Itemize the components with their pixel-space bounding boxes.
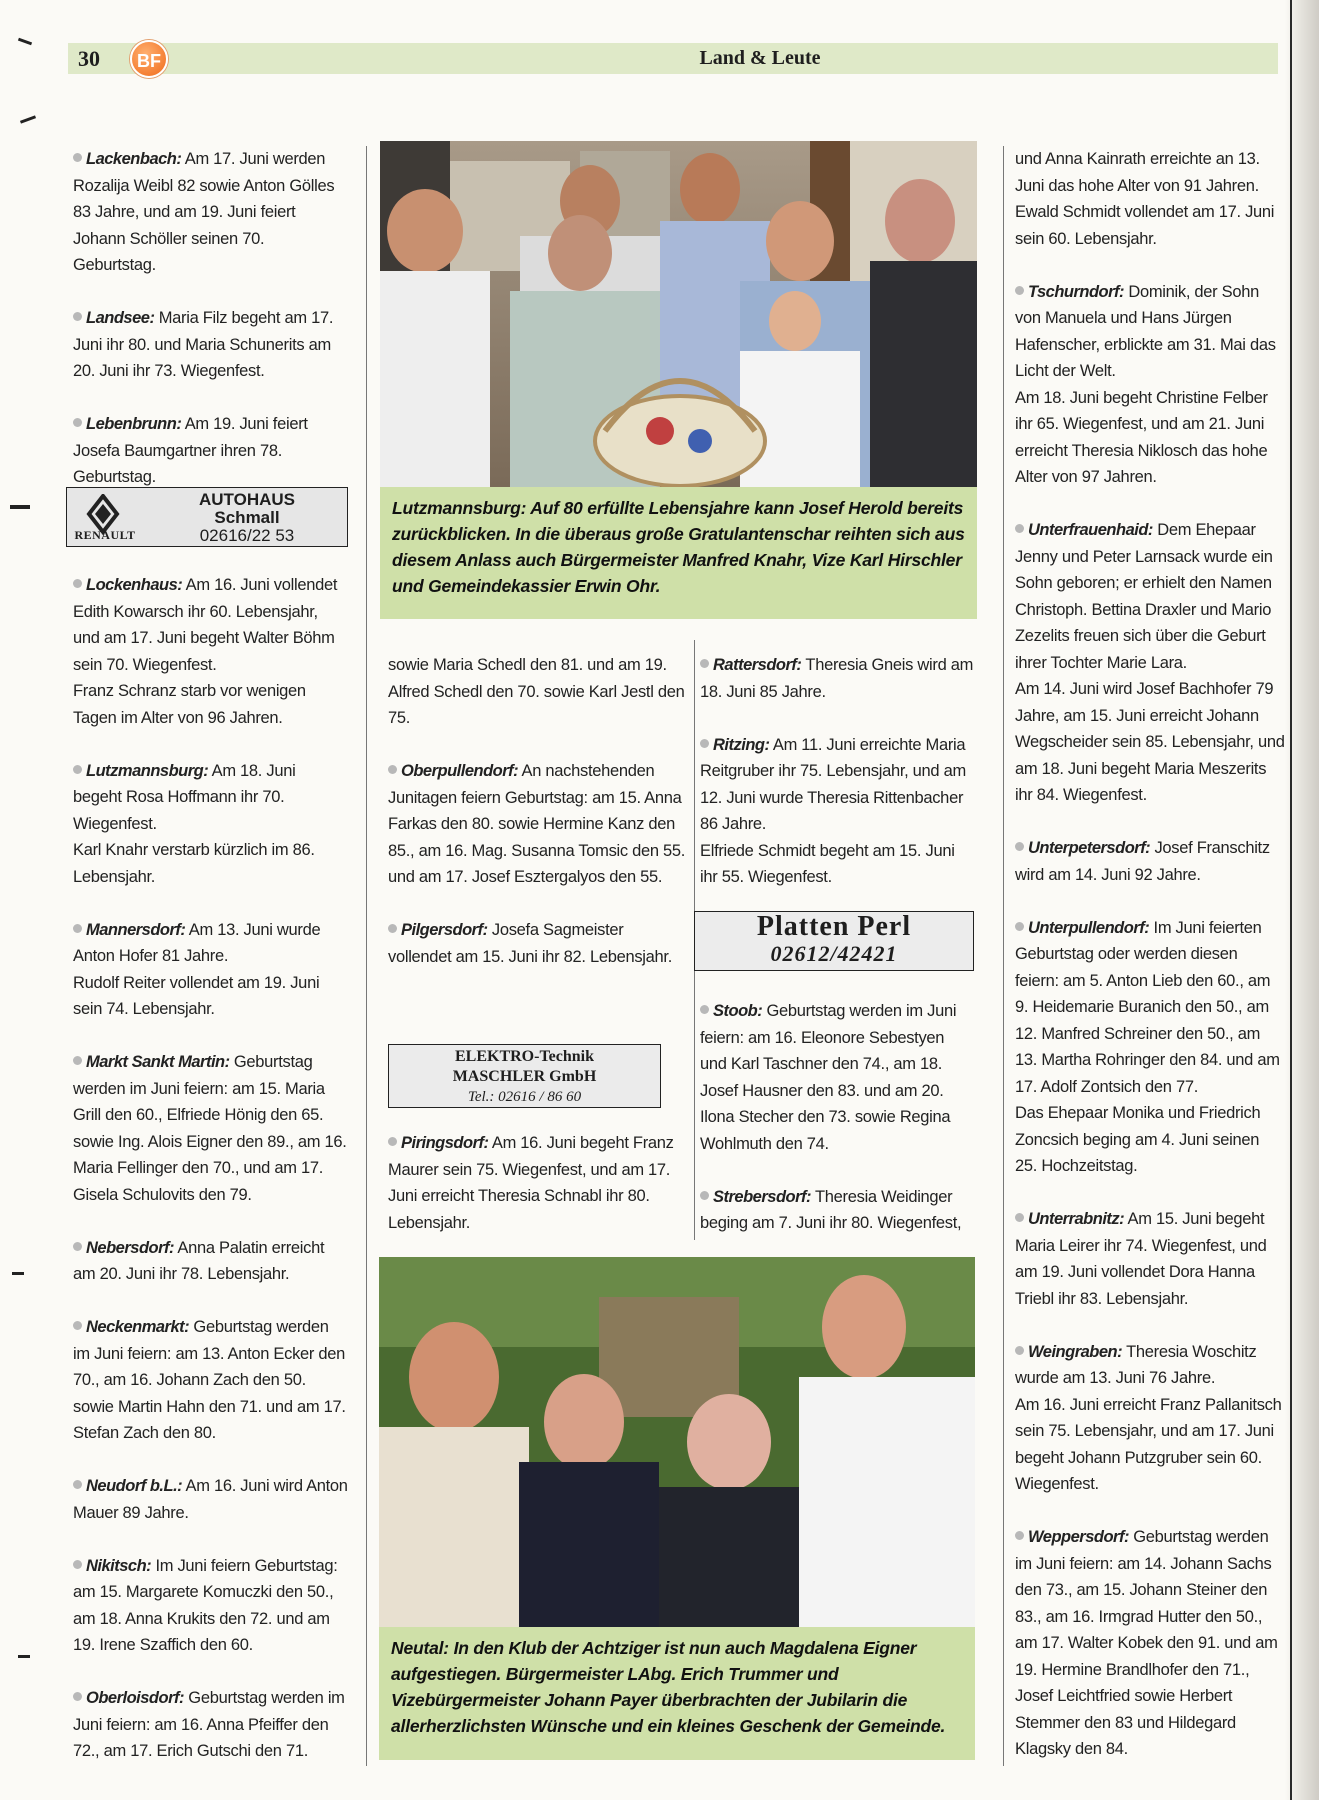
- ad-elektro-maschler: [388, 1044, 661, 1108]
- entry-extra-text: Das Ehepaar Monika und Friedrich Zoncsich beging am 4. Juni seinen 25. Hochzeitstag.: [1015, 1104, 1261, 1175]
- bullet-icon: [388, 1137, 397, 1146]
- caption-lutzmannsburg: Lutzmannsburg: Auf 80 erfüllte Lebensjahre kann Josef Herold bereits zurückblicken. In die überaus große Gratulantenschar reihten sich aus diesem Anlass auch Bürgermeister Manfred Knahr, Vize Karl Hirschler und Gemeindekassier Erwin Ohr.: [380, 487, 977, 619]
- bullet-icon: [73, 418, 82, 427]
- entry-place-name: Nikitsch:: [86, 1556, 152, 1575]
- news-entry: [700, 1184, 975, 1237]
- entry-text: Dominik, der Sohn von Manuela und Hans Jürgen Hafenscher, erblickte am 31. Mai das Licht der Welt.: [1015, 282, 1276, 380]
- entry-text: Josef Franschitz wird am 14. Juni 92 Jahre.: [1015, 839, 1270, 884]
- entry-text: Theresia Woschitz wurde am 13. Juni 76 Jahre.: [1015, 1342, 1257, 1387]
- entry-text: Am 16. Juni wird Anton Mauer 89 Jahre.: [73, 1477, 348, 1522]
- news-entry: [700, 998, 975, 1157]
- bullet-icon: [73, 1056, 82, 1065]
- column-3-top: [700, 652, 975, 917]
- bullet-icon: [388, 924, 397, 933]
- entry-extra-text: Ewald Schmidt vollendet am 17. Juni sein 60. Lebensjahr.: [1015, 203, 1275, 248]
- ad-line-1: ELEKTRO-Technik: [454, 1048, 594, 1065]
- ad-line-2: MASCHLER GmbH: [452, 1068, 597, 1085]
- bullet-icon: [73, 1480, 82, 1489]
- entry-text: Am 18. Juni begeht Rosa Hoffmann ihr 70. Wiegenfest.: [73, 761, 296, 833]
- bullet-icon: [700, 1005, 709, 1014]
- news-entry: [73, 758, 348, 891]
- ad-phone: 02612/42421: [770, 941, 898, 966]
- entry-place-name: Mannersdorf:: [86, 920, 186, 939]
- bullet-icon: [1015, 1531, 1024, 1540]
- entry-text: Geburtstag werden im Juni feiern: am 13. Anton Ecker den 70., am 16. Johann Zach den 50. sowie Martin Hahn den 71. und am 17. Stefan Zach den 80.: [73, 1318, 346, 1442]
- entry-paragraph: [1015, 835, 1285, 888]
- entry-paragraph: [73, 411, 348, 491]
- entry-place-name: Oberpullendorf:: [401, 762, 519, 780]
- news-entry: [73, 1235, 348, 1288]
- entry-text: Geburtstag werden im Juni feiern: am 15. Maria Grill den 60., Elfriede Hönig den 65. sowie Ing. Alois Eigner den 89., am 16. Maria Fellinger den 70., und am 17. Gisela Schulovits den 79.: [73, 1053, 347, 1204]
- ad-line-1: Platten Perl: [756, 911, 912, 942]
- entry-text: und Anna Kainrath erreichte an 13. Juni das hohe Alter von 91 Jahren.: [1015, 150, 1260, 195]
- bullet-icon: [1015, 524, 1024, 533]
- entry-text: Am 17. Juni werden Rozalija Weibl 82 sowie Anton Gölles 83 Jahre, und am 19. Juni feiert Johann Schöller seinen 70. Geburtstag.: [73, 150, 335, 274]
- photo-neutal: [379, 1257, 975, 1627]
- column-rule: [366, 146, 367, 1766]
- news-entry: [1015, 1339, 1285, 1498]
- entry-place-name: Weingraben:: [1028, 1342, 1123, 1361]
- entry-extra-text: Karl Knahr verstarb kürzlich im 86. Lebensjahr.: [73, 841, 315, 886]
- entry-place-name: Lebenbrunn:: [86, 415, 182, 433]
- news-entry: [1015, 146, 1285, 252]
- entry-paragraph: [700, 732, 975, 838]
- bullet-icon: [1015, 1213, 1024, 1222]
- bullet-icon: [73, 765, 82, 774]
- news-entry: [1015, 915, 1285, 1180]
- entry-paragraph: [73, 1049, 348, 1208]
- entry-paragraph: [700, 652, 975, 705]
- entry-text: Dem Ehepaar Jenny und Peter Larnsack wurde ein Sohn geboren; er erhielt den Namen Christoph. Bettina Draxler und Mario Zezelits freuen sich über die Geburt ihrer Tochter Marie Lara.: [1015, 521, 1273, 672]
- bullet-icon: [73, 1242, 82, 1251]
- news-entry: [73, 146, 348, 279]
- margin-mark: [18, 38, 32, 46]
- news-entry: [700, 652, 975, 705]
- bullet-icon: [73, 924, 82, 933]
- bullet-icon: [73, 1321, 82, 1330]
- entry-paragraph: [1015, 146, 1285, 199]
- entry-place-name: Tschurndorf:: [1028, 282, 1125, 301]
- entry-text: Am 13. Juni wurde Anton Hofer 81 Jahre.: [73, 920, 321, 965]
- ad-phone: 02616/22 53: [199, 526, 295, 545]
- news-entry: [1015, 1524, 1285, 1763]
- entry-place-name: Lutzmannsburg:: [86, 761, 209, 780]
- news-entry: [73, 1685, 348, 1765]
- entry-extra-text: Am 16. Juni erreicht Franz Pallanitsch sein 75. Lebensjahr, und am 17. Juni begeht Johann Putzgruber sein 60. Wiegenfest.: [1015, 1395, 1282, 1493]
- news-entry: [73, 1553, 348, 1659]
- bullet-icon: [1015, 922, 1024, 931]
- entry-place-name: Oberloisdorf:: [86, 1689, 185, 1707]
- entry-paragraph: [73, 758, 348, 838]
- entry-place-name: Lackenbach:: [86, 150, 182, 168]
- margin-mark: [20, 115, 36, 123]
- entry-paragraph: [73, 305, 348, 385]
- news-entry: [73, 305, 348, 385]
- renault-brand: RENAULT: [74, 528, 136, 542]
- news-entry: [73, 917, 348, 1023]
- entry-text: sowie Maria Schedl den 81. und am 19. Alfred Schedl den 70. sowie Karl Jestl den 75.: [388, 656, 685, 727]
- entry-paragraph: [1015, 915, 1285, 1101]
- bullet-icon: [388, 765, 397, 774]
- entry-place-name: Markt Sankt Martin:: [86, 1053, 230, 1071]
- entry-paragraph: [388, 1130, 688, 1236]
- news-entry: [388, 917, 688, 970]
- margin-mark: [12, 1272, 24, 1275]
- entry-paragraph: [73, 1473, 348, 1526]
- entry-place-name: Landsee:: [86, 309, 155, 327]
- photo-lutzmannsburg-image: [380, 141, 977, 487]
- news-entry: [388, 652, 688, 732]
- photo-neutal-image: [379, 1257, 975, 1627]
- entry-text: Am 15. Juni begeht Maria Leirer ihr 74. Wiegenfest, und am 19. Juni vollendet Dora Hanna Triebl ihr 83. Lebensjahr.: [1015, 1210, 1267, 1308]
- entry-place-name: Ritzing:: [713, 735, 770, 754]
- entry-text: Geburtstag werden im Juni feiern: am 16. Eleonore Sebestyen und Karl Taschner den 74., am 18. Josef Hausner den 83. und am 20. Ilona Stecher den 73. sowie Regina Wohlmuth den 74.: [700, 1002, 957, 1153]
- entry-place-name: Unterrabnitz:: [1028, 1210, 1125, 1228]
- entry-paragraph: [1015, 1339, 1285, 1392]
- news-entry: [1015, 279, 1285, 491]
- news-entry: [1015, 517, 1285, 809]
- entry-text: Anna Palatin erreicht am 20. Juni ihr 78. Lebensjahr.: [73, 1238, 325, 1283]
- news-entry: [73, 572, 348, 731]
- entry-paragraph: [1015, 279, 1285, 385]
- bullet-icon: [700, 659, 709, 668]
- bullet-icon: [700, 739, 709, 748]
- entry-place-name: Neckenmarkt:: [86, 1318, 190, 1336]
- entry-extra-text: Am 18. Juni begeht Christine Felber ihr 65. Wiegenfest, und am 21. Juni erreicht Theresia Niklosch das hohe Alter von 97 Jahren.: [1015, 388, 1268, 486]
- bullet-icon: [73, 1692, 82, 1701]
- entry-place-name: Unterpetersdorf:: [1028, 839, 1151, 857]
- entry-place-name: Stoob:: [713, 1002, 763, 1020]
- margin-mark: [18, 1655, 30, 1658]
- publication-logo: BF: [130, 40, 168, 78]
- entry-place-name: Lockenhaus:: [86, 576, 183, 594]
- entry-place-name: Neudorf b.L.:: [86, 1477, 183, 1495]
- entry-paragraph: [73, 917, 348, 970]
- entry-text: Geburtstag werden im Juni feiern: am 14. Johann Sachs den 73., am 15. Johann Steiner den 83., am 16. Irmgrad Hutter den 50., am 17. Walter Kobek den 91. und am 19. Hermine Brandlhofer den 71., Josef Leichtfried sowie Herbert Stemmer den 83 und Hildegard Klagsky den 84.: [1015, 1528, 1278, 1758]
- entry-paragraph: [73, 1235, 348, 1288]
- ad-platten-perl: [694, 911, 974, 971]
- entry-text: Am 16. Juni begeht Franz Maurer sein 75. Wiegenfest, und am 17. Juni erreicht Theresia Schnabl ihr 80. Lebensjahr.: [388, 1134, 674, 1232]
- bullet-icon: [73, 153, 82, 162]
- entry-text: An nachstehenden Junitagen feiern Geburtstag: am 15. Anna Farkas den 80. sowie Hermine Kanz den 85., am 16. Mag. Susanna Tomsic den 55. und am 17. Josef Esztergalyos den 55.: [388, 762, 686, 886]
- entry-paragraph: [73, 146, 348, 279]
- bullet-icon: [1015, 286, 1024, 295]
- ad-line-1: AUTOHAUS: [198, 490, 296, 509]
- news-entry: [73, 1473, 348, 1526]
- entry-paragraph: [73, 1553, 348, 1659]
- page-number: 30: [78, 46, 100, 71]
- entry-text: Theresia Weidinger beging am 7. Juni ihr 80. Wiegenfest,: [700, 1187, 962, 1232]
- column-4: [1015, 146, 1285, 1789]
- entry-place-name: Piringsdorf:: [401, 1134, 489, 1152]
- ad-autohaus-schmall: [66, 487, 348, 547]
- news-entry: [700, 732, 975, 891]
- entry-text: Josefa Sagmeister vollendet am 15. Juni ihr 82. Lebensjahr.: [388, 921, 672, 966]
- entry-extra-text: Franz Schranz starb vor wenigen Tagen im Alter von 96 Jahren.: [73, 682, 306, 727]
- bullet-icon: [700, 1191, 709, 1200]
- entry-place-name: Strebersdorf:: [713, 1187, 812, 1206]
- entry-text: Im Juni feiern Geburtstag: am 15. Margarete Komuczki den 50., am 18. Anna Krukits den 72. und am 19. Irene Szaffich den 60.: [73, 1556, 338, 1654]
- entry-paragraph: [73, 572, 348, 678]
- entry-place-name: Unterpullendorf:: [1028, 918, 1150, 937]
- entry-place-name: Unterfrauenhaid:: [1028, 521, 1153, 539]
- bullet-icon: [1015, 842, 1024, 851]
- news-entry: [1015, 835, 1285, 888]
- bullet-icon: [73, 1560, 82, 1569]
- column-rule: [1003, 146, 1004, 1766]
- ad-phone: Tel.: 02616 / 86 60: [467, 1089, 582, 1105]
- news-entry: [73, 1049, 348, 1208]
- page-edge-line: [1290, 0, 1292, 1800]
- entry-text: Am 16. Juni vollendet Edith Kowarsch ihr 60. Lebensjahr, und am 17. Juni begeht Walter Böhm sein 70. Wiegenfest.: [73, 576, 338, 674]
- entry-text: Theresia Gneis wird am 18. Juni 85 Jahre.: [700, 656, 974, 701]
- entry-paragraph: [388, 758, 688, 891]
- column-2-bottom: [388, 1130, 688, 1263]
- entry-paragraph: [388, 652, 688, 732]
- news-entry: [1015, 1206, 1285, 1312]
- entry-text: Maria Filz begeht am 17. Juni ihr 80. und Maria Schunerits am 20. Juni ihr 73. Wiegenfest.: [73, 309, 334, 380]
- entry-place-name: Weppersdorf:: [1028, 1528, 1129, 1546]
- entry-paragraph: [73, 1314, 348, 1447]
- column-1-top: [73, 146, 348, 517]
- bullet-icon: [73, 579, 82, 588]
- entry-paragraph: [1015, 517, 1285, 676]
- news-entry: [388, 758, 688, 891]
- caption-neutal: Neutal: In den Klub der Achtziger ist nun auch Magdalena Eigner aufgestiegen. Bürgermeister LAbg. Erich Trummer und Vizebürgermeister Johann Payer überbrachten der Jubilarin die allerherzlichsten Wünsche und ein kleines Geschenk der Gemeinde.: [379, 1627, 975, 1760]
- news-entry: [73, 411, 348, 491]
- entry-extra-text: Rudolf Reiter vollendet am 19. Juni sein 74. Lebensjahr.: [73, 973, 320, 1018]
- entry-extra-text: Am 14. Juni wird Josef Bachhofer 79 Jahre, am 15. Juni erreicht Johann Wegscheider sein 85. Lebensjahr, und am 18. Juni begeht Maria Meszerits ihr 84. Wiegenfest.: [1015, 680, 1285, 804]
- bullet-icon: [1015, 1346, 1024, 1355]
- column-1-bottom: [73, 572, 348, 1791]
- section-title: Land & Leute: [699, 47, 821, 69]
- margin-mark: [10, 505, 30, 509]
- bullet-icon: [73, 312, 82, 321]
- entry-paragraph: [388, 917, 688, 970]
- photo-lutzmannsburg: [380, 141, 977, 487]
- column-2-top: [388, 652, 688, 997]
- news-entry: [73, 1314, 348, 1447]
- entry-text: Im Juni feierten Geburtstag oder werden diesen feiern: am 5. Anton Lieb den 60., am 9. Heidemarie Buranich den 50., am 12. Manfred Schreiner den 50., am 13. Martha Rohringer den 84. und am 17. Adolf Zontsich den 77.: [1015, 918, 1280, 1096]
- entry-paragraph: [1015, 1524, 1285, 1763]
- entry-paragraph: [700, 998, 975, 1157]
- news-entry: [388, 1130, 688, 1236]
- entry-text: Am 19. Juni feiert Josefa Baumgartner ihren 78. Geburtstag.: [73, 415, 308, 486]
- entry-text: Am 11. Juni erreichte Maria Reitgruber ihr 75. Lebensjahr, und am 12. Juni wurde Theresia Rittenbacher 86 Jahre.: [700, 735, 966, 833]
- entry-paragraph: [700, 1184, 975, 1237]
- ad-line-2: Schmall: [214, 508, 280, 527]
- entry-paragraph: [1015, 1206, 1285, 1312]
- entry-place-name: Nebersdorf:: [86, 1238, 175, 1257]
- entry-text: Geburtstag werden im Juni feiern: am 16. Anna Pfeiffer den 72., am 17. Erich Gutschi den 71.: [73, 1689, 345, 1760]
- entry-paragraph: [73, 1685, 348, 1765]
- column-3-bottom: [700, 998, 975, 1263]
- entry-place-name: Rattersdorf:: [713, 656, 802, 674]
- entry-extra-text: Elfriede Schmidt begeht am 15. Juni ihr 55. Wiegenfest.: [700, 841, 955, 886]
- entry-place-name: Pilgersdorf:: [401, 921, 488, 939]
